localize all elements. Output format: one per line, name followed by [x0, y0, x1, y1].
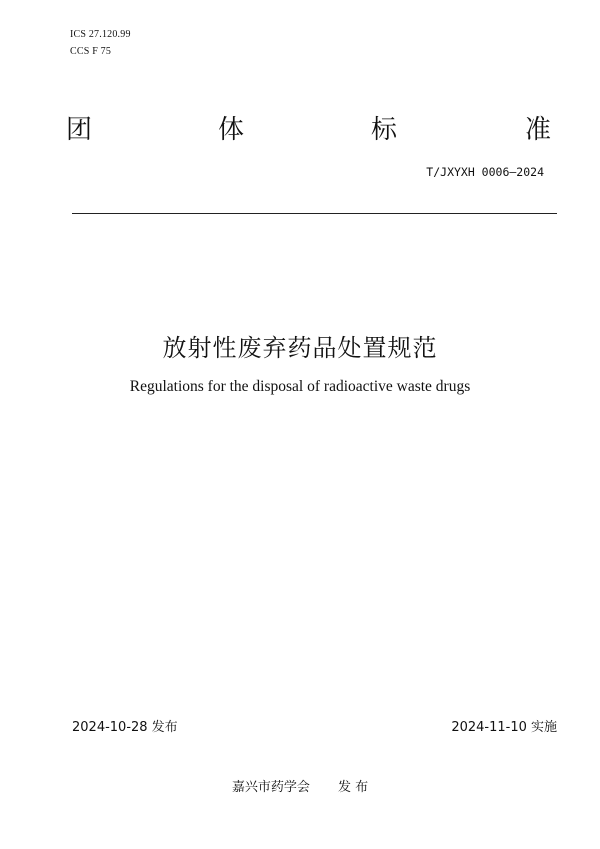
title-english: Regulations for the disposal of radioactive waste drugs — [129, 378, 471, 395]
publisher-name: 嘉兴市药学会 — [231, 780, 310, 795]
header-char-4: 准 — [525, 115, 552, 145]
header-divider — [72, 213, 557, 214]
header-char-2: 体 — [218, 115, 245, 145]
header-char-3: 标 — [371, 115, 398, 145]
publisher-line — [0, 776, 600, 795]
title-chinese: 放射性废弃药品处置规范 — [162, 334, 438, 362]
ics-code: ICS 27.120.99 — [70, 29, 131, 40]
ccs-code: CCS F 75 — [70, 46, 112, 57]
document-number: T/JXYXH 0006—2024 — [426, 165, 544, 179]
effective-date: 2024-11-10 实施 — [451, 720, 557, 735]
issue-date: 2024-10-28 发布 — [72, 720, 178, 735]
header-char-1: 团 — [66, 115, 93, 145]
publisher-action: 发 布 — [337, 780, 369, 795]
